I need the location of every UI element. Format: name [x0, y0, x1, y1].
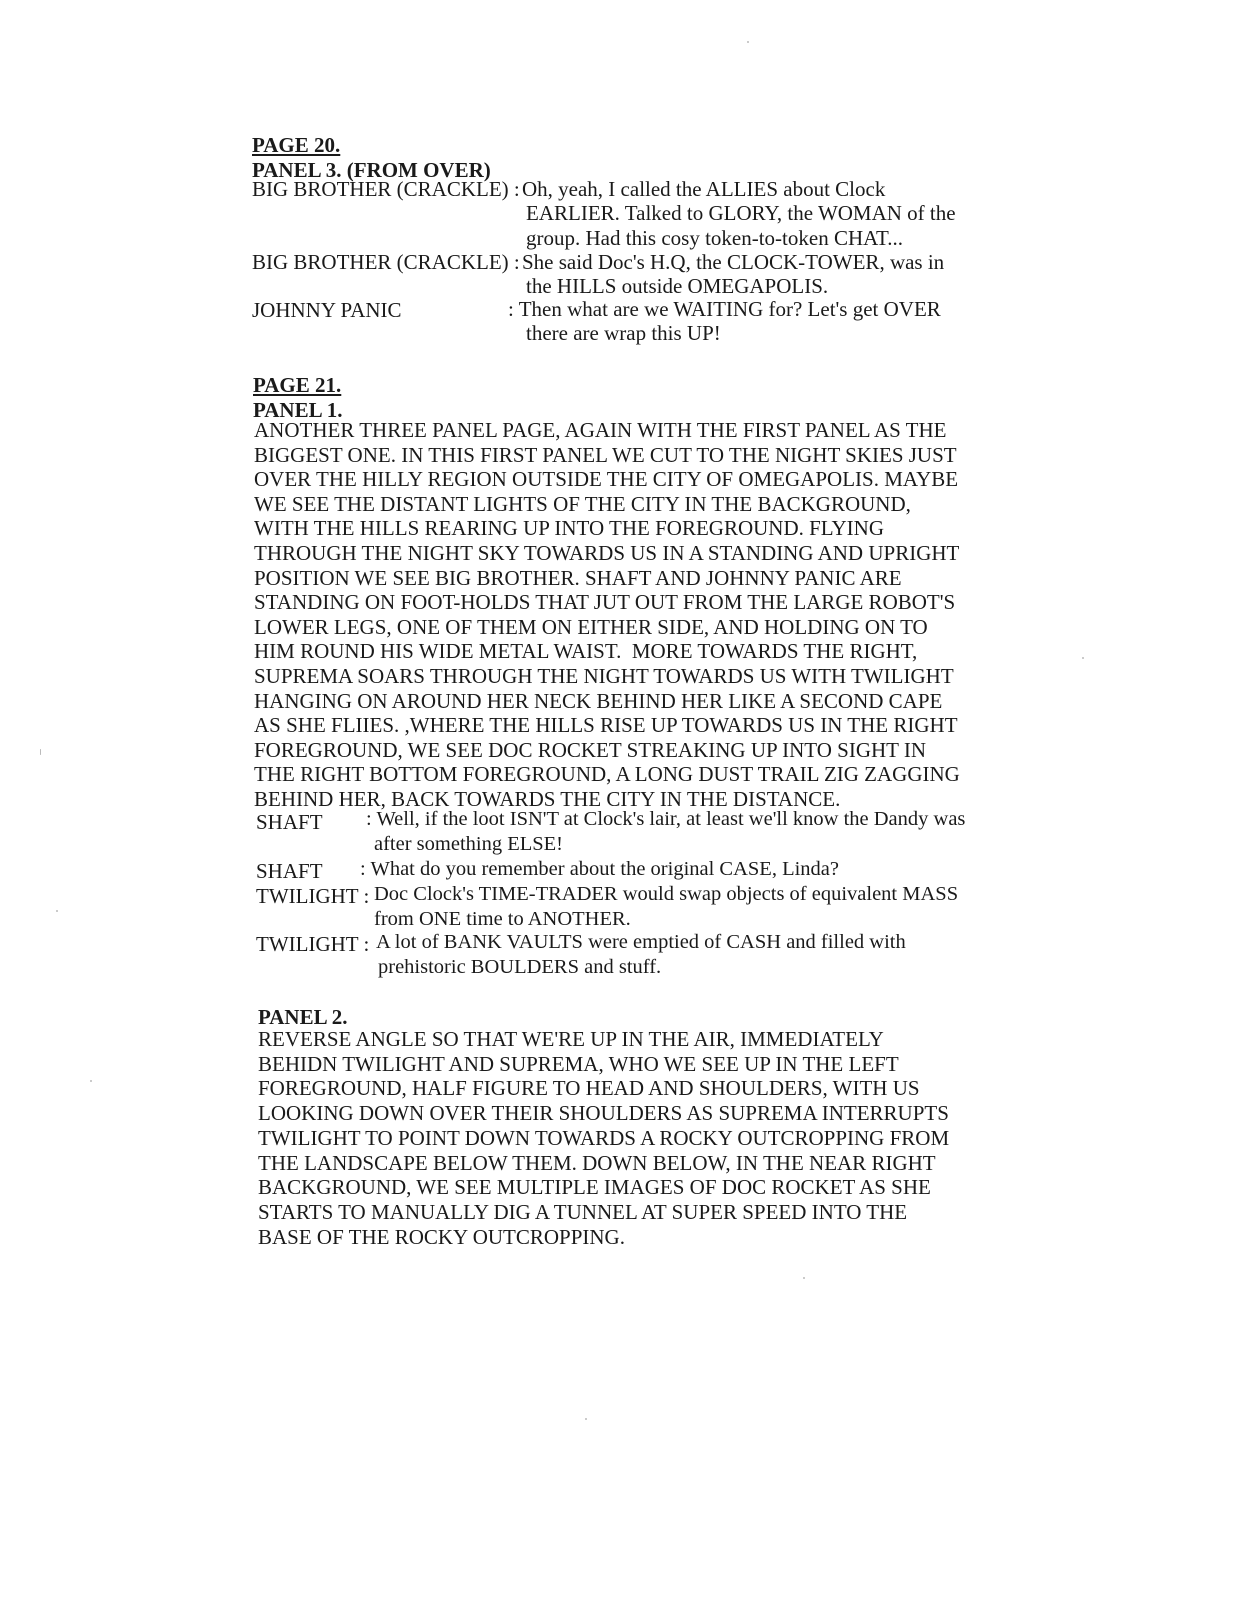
page-label: PAGE 21. — [253, 373, 342, 397]
panel-label: PANEL 2. — [258, 1005, 348, 1029]
description-line: WITH THE HILLS REARING UP INTO THE FOREGROUND. FLYING — [254, 516, 885, 541]
description-line: HANGING ON AROUND HER NECK BEHIND HER LIKE A SECOND CAPE — [254, 688, 943, 713]
dialogue-text — [360, 857, 839, 882]
dialogue-line: Then what are we WAITING for? Let's get OVER — [518, 297, 941, 321]
dialogue-colon: : — [508, 297, 514, 321]
scan-speck — [56, 910, 58, 912]
panel2-description — [258, 1027, 949, 1249]
description-line: BIGGEST ONE. IN THIS FIRST PANEL WE CUT TO THE NIGHT SKIES JUST — [254, 442, 957, 467]
description-line: BASE OF THE ROCKY OUTCROPPING. — [258, 1224, 625, 1249]
dialogue-line: Well, if the loot ISN'T at Clock's lair, at least we'll know the Dandy was — [376, 808, 966, 830]
dialogue-line: group. Had this cosy token-to-token CHAT... — [526, 226, 903, 250]
dialogue-line: from ONE time to ANOTHER. — [374, 908, 631, 930]
page-label: PAGE 20. — [252, 133, 341, 157]
speaker-name: TWILIGHT : — [256, 932, 370, 956]
dialogue-colon: : — [360, 858, 366, 880]
dialogue-text — [376, 930, 906, 955]
dialogue-line: Oh, yeah, I called the ALLIES about Clock — [522, 177, 886, 201]
speaker-name: TWILIGHT : — [256, 884, 370, 908]
dialogue-text — [522, 250, 944, 275]
panel1-description — [254, 418, 960, 812]
dialogue-line: She said Doc's H.Q, the CLOCK-TOWER, was in — [522, 250, 945, 274]
speaker-name: SHAFT — [256, 859, 323, 883]
dialogue-text — [526, 321, 721, 346]
dialogue-line: What do you remember about the original CASE, Linda? — [370, 858, 839, 880]
dialogue-text — [526, 274, 828, 299]
description-line: THROUGH THE NIGHT SKY TOWARDS US IN A STANDING AND UPRIGHT — [254, 540, 960, 565]
scan-speck — [90, 1080, 92, 1082]
dialogue-text — [378, 955, 661, 980]
description-line: THE RIGHT BOTTOM FOREGROUND, A LONG DUST TRAIL ZIG ZAGGING — [254, 762, 960, 787]
page20-heading — [252, 133, 491, 183]
dialogue-text — [522, 177, 885, 202]
description-line: HIM ROUND HIS WIDE METAL WAIST. MORE TOWARDS THE RIGHT, — [254, 639, 918, 664]
dialogue-entry — [252, 250, 520, 275]
speaker-name: BIG BROTHER (CRACKLE) : — [252, 250, 520, 274]
description-line: TWILIGHT TO POINT DOWN TOWARDS A ROCKY OUTCROPPING FROM — [258, 1125, 950, 1150]
description-line: ANOTHER THREE PANEL PAGE, AGAIN WITH THE FIRST PANEL AS THE — [254, 418, 947, 442]
scan-speck — [40, 749, 41, 755]
description-line: REVERSE ANGLE SO THAT WE'RE UP IN THE AIR, IMMEDIATELY — [258, 1027, 884, 1051]
description-line: WE SEE THE DISTANT LIGHTS OF THE CITY IN THE BACKGROUND, — [254, 491, 911, 516]
dialogue-text — [366, 807, 965, 832]
description-line: FOREGROUND, HALF FIGURE TO HEAD AND SHOULDERS, WITH US — [258, 1076, 920, 1101]
description-line: FOREGROUND, WE SEE DOC ROCKET STREAKING UP INTO SIGHT IN — [254, 737, 927, 762]
dialogue-text — [508, 297, 941, 322]
dialogue-entry — [252, 298, 402, 323]
speaker-name: SHAFT — [256, 810, 323, 834]
description-line: STARTS TO MANUALLY DIG A TUNNEL AT SUPER SPEED INTO THE — [258, 1199, 908, 1224]
scan-speck — [585, 1418, 587, 1420]
dialogue-entry — [256, 810, 323, 835]
description-line: POSITION WE SEE BIG BROTHER. SHAFT AND JOHNNY PANIC ARE — [254, 565, 902, 590]
panel-label: PANEL 1. — [253, 398, 343, 422]
description-line: AS SHE FLIIES. ,WHERE THE HILLS RISE UP TOWARDS US IN THE RIGHT — [254, 713, 958, 738]
scan-speck — [803, 1277, 805, 1279]
description-line: LOWER LEGS, ONE OF THEM ON EITHER SIDE, AND HOLDING ON TO — [254, 614, 928, 639]
description-line: STANDING ON FOOT-HOLDS THAT JUT OUT FROM THE LARGE ROBOT'S — [254, 590, 956, 615]
speaker-name: JOHNNY PANIC — [252, 298, 402, 322]
dialogue-line: A lot of BANK VAULTS were emptied of CASH and filled with — [376, 931, 906, 953]
dialogue-line: after something ELSE! — [374, 833, 564, 855]
description-line: BEHIDN TWILIGHT AND SUPREMA, WHO WE SEE UP IN THE LEFT — [258, 1051, 899, 1076]
dialogue-entry — [256, 884, 369, 909]
dialogue-text — [526, 201, 956, 251]
description-line: SUPREMA SOARS THROUGH THE NIGHT TOWARDS US WITH TWILIGHT — [254, 663, 954, 688]
scan-speck — [747, 41, 749, 43]
page21-heading — [253, 373, 342, 423]
scan-speck — [1082, 657, 1084, 659]
speaker-name: BIG BROTHER (CRACKLE) : — [252, 177, 520, 201]
dialogue-line: there are wrap this UP! — [526, 321, 721, 345]
dialogue-line: prehistoric BOULDERS and stuff. — [378, 956, 662, 978]
description-line: THE LANDSCAPE BELOW THEM. DOWN BELOW, IN THE NEAR RIGHT — [258, 1150, 936, 1175]
dialogue-text — [374, 882, 958, 932]
description-line: LOOKING DOWN OVER THEIR SHOULDERS AS SUPREMA INTERRUPTS — [258, 1101, 949, 1126]
dialogue-entry — [252, 177, 520, 202]
dialogue-line: EARLIER. Talked to GLORY, the WOMAN of the — [526, 201, 956, 225]
description-line: BACKGROUND, WE SEE MULTIPLE IMAGES OF DOC ROCKET AS SHE — [258, 1175, 931, 1200]
dialogue-entry — [256, 859, 323, 884]
dialogue-line: the HILLS outside OMEGAPOLIS. — [526, 274, 829, 298]
panel-label: PANEL 3. (FROM OVER) — [252, 158, 491, 182]
dialogue-colon: : — [366, 808, 372, 830]
dialogue-line: Doc Clock's TIME-TRADER would swap objects of equivalent MASS — [374, 883, 959, 905]
description-line: BEHIND HER, BACK TOWARDS THE CITY IN THE DISTANCE. — [254, 786, 841, 811]
description-line: OVER THE HILLY REGION OUTSIDE THE CITY OF OMEGAPOLIS. MAYBE — [254, 467, 959, 492]
dialogue-entry — [256, 932, 369, 957]
dialogue-text — [374, 832, 563, 857]
